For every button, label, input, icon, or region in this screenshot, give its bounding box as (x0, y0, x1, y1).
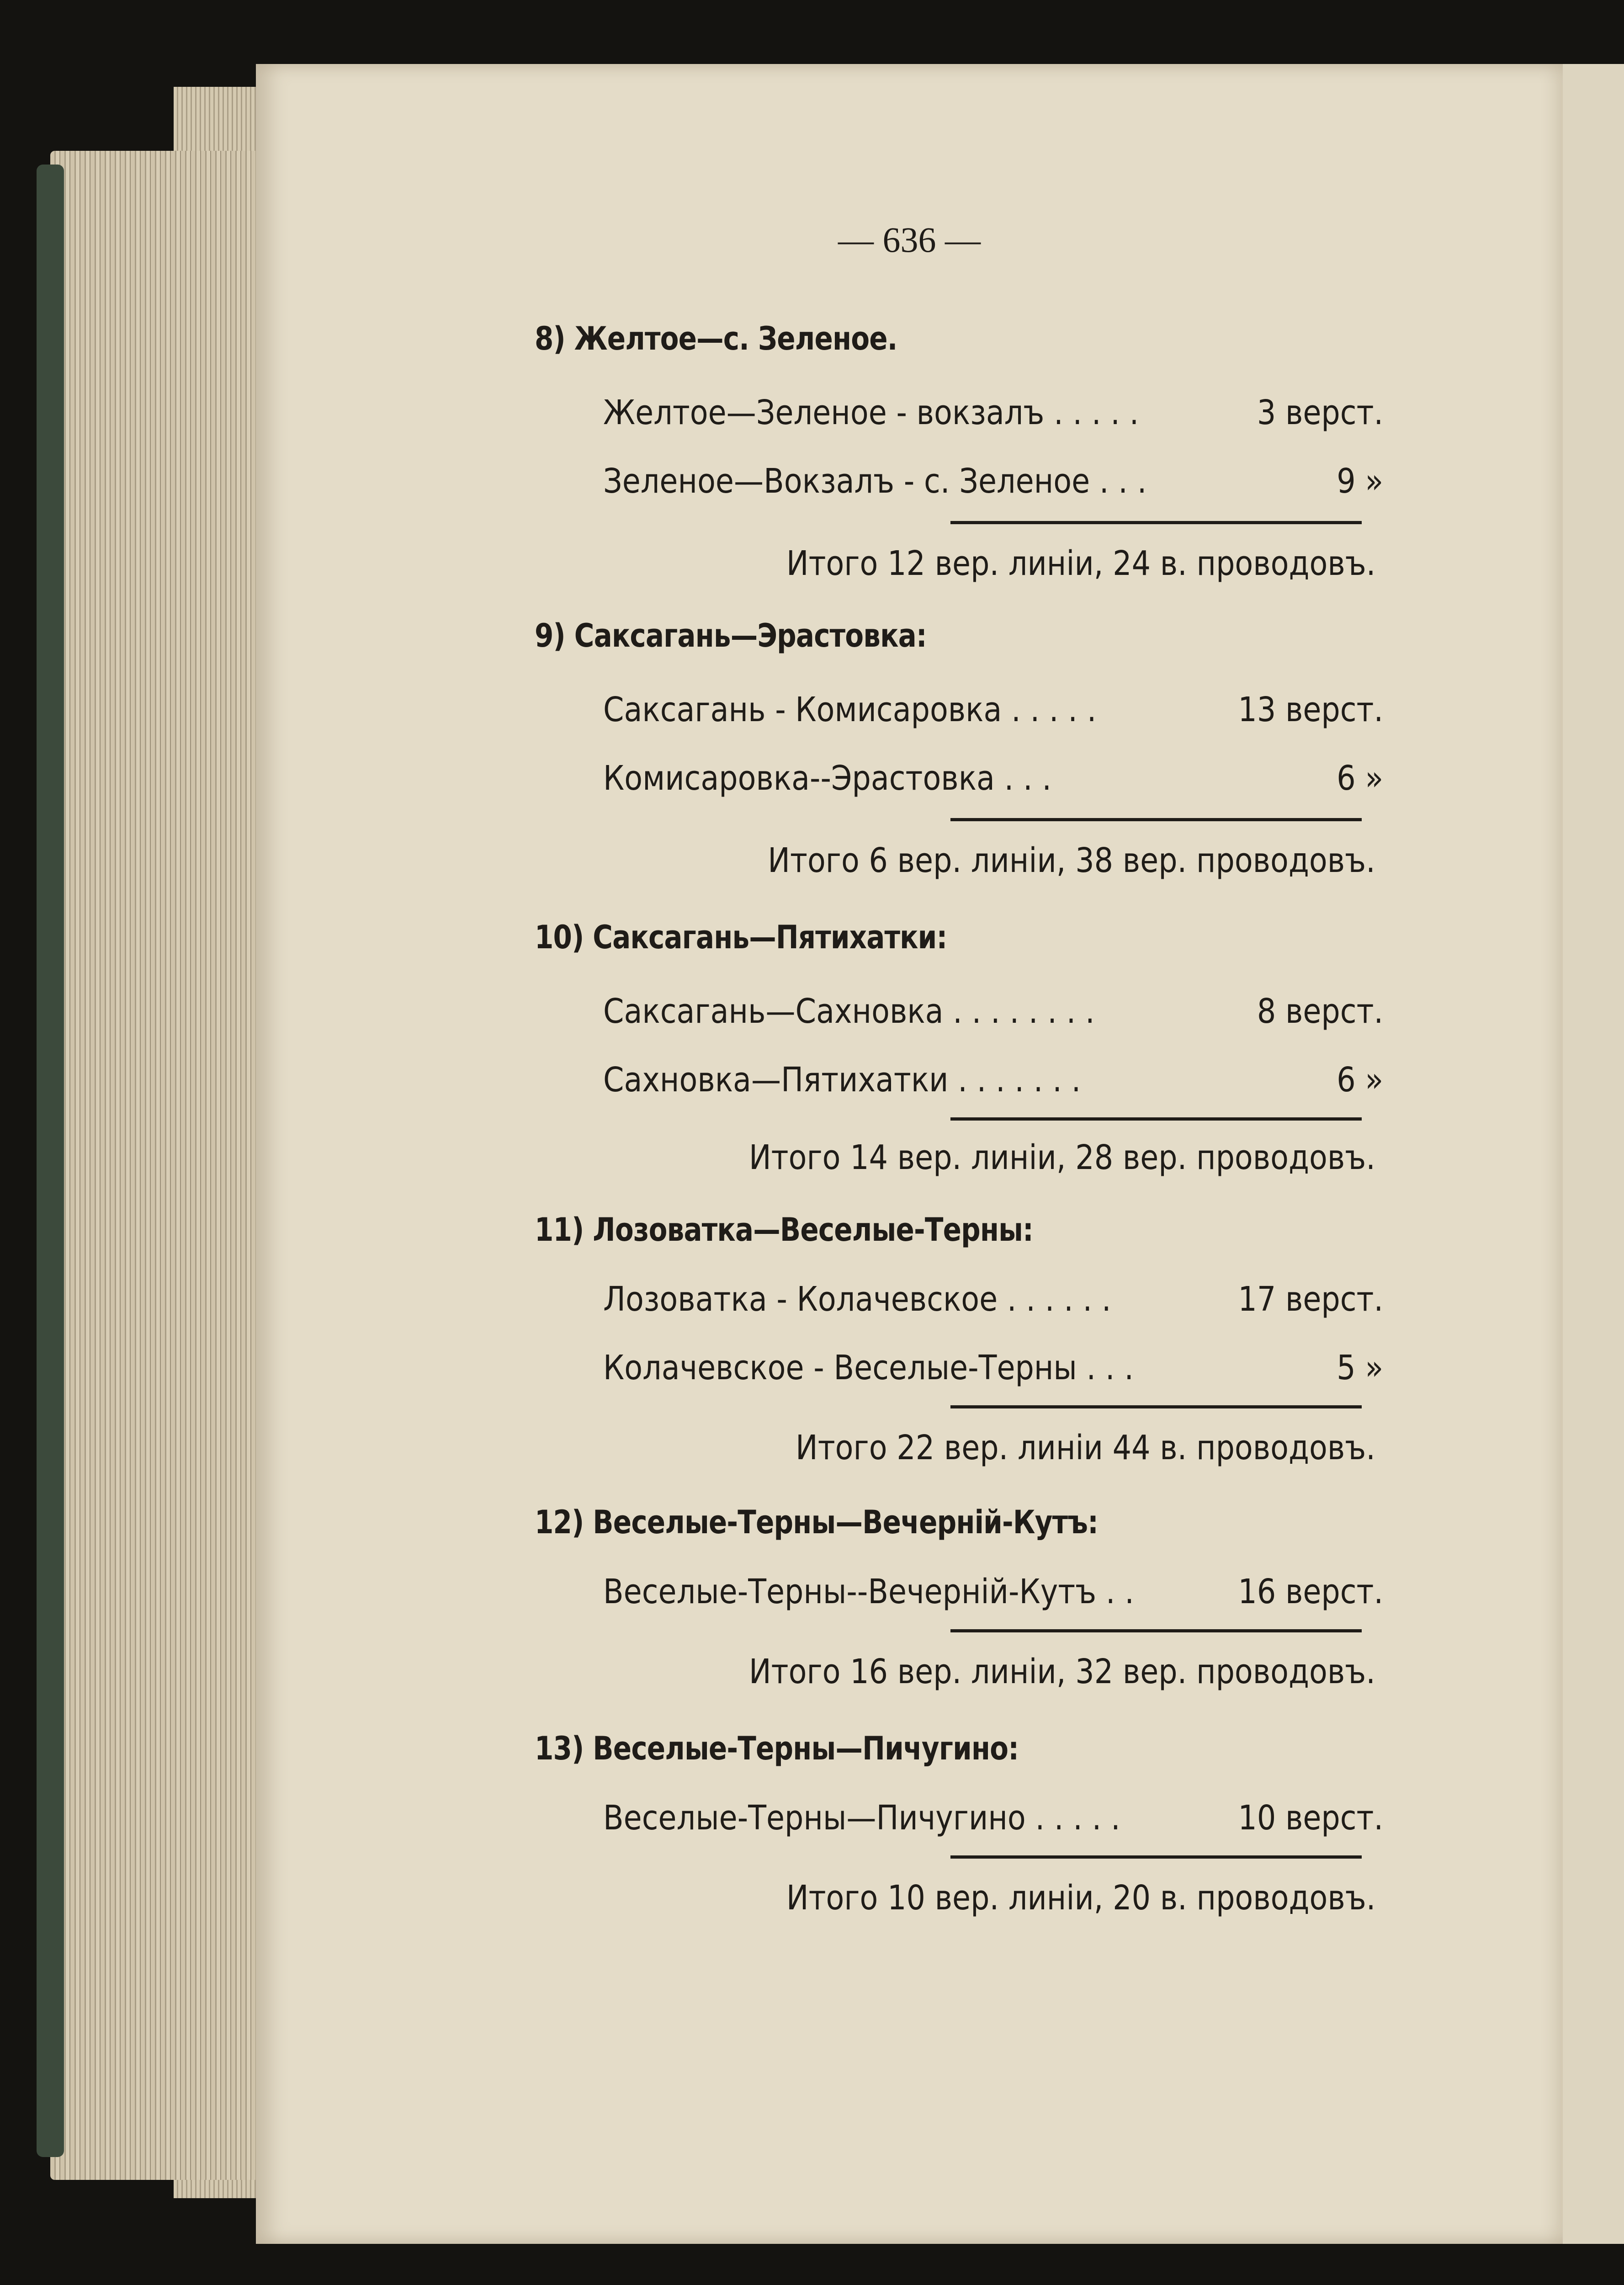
entry-name: Саксагань - Комисаровка . . . . . (603, 690, 1097, 729)
entry-value: 13 верст. (1238, 690, 1384, 729)
entry-name: Зеленое—Вокзалъ - с. Зеленое . . . (603, 462, 1147, 501)
section-total: Итого 16 вер. линіи, 32 вер. проводовъ. (749, 1652, 1375, 1691)
entry-value: 6 » (1337, 759, 1384, 798)
section-heading: 12) Веселые-Терны—Вечерній-Кутъ: (535, 1504, 1099, 1541)
page-number: — 636 — (838, 220, 981, 260)
entry-value: 5 » (1337, 1348, 1384, 1387)
section-heading: 8) Желтое—с. Зеленое. (535, 320, 897, 357)
section-total: Итого 10 вер. линіи, 20 в. проводовъ. (786, 1878, 1375, 1918)
section-heading: 11) Лозоватка—Веселые-Терны: (535, 1211, 1033, 1249)
total-rule (950, 1405, 1362, 1408)
section-heading: 10) Саксагань—Пятихатки: (535, 919, 947, 956)
section-total: Итого 14 вер. линіи, 28 вер. проводовъ. (749, 1138, 1375, 1177)
entry-value: 9 » (1337, 462, 1384, 501)
total-rule (950, 1117, 1362, 1121)
total-rule (950, 521, 1362, 524)
section-total: Итого 6 вер. линіи, 38 вер. проводовъ. (768, 841, 1375, 880)
entry-value: 16 верст. (1238, 1572, 1384, 1611)
total-rule (950, 1629, 1362, 1632)
entry-name: Саксагань—Сахновка . . . . . . . . (603, 992, 1095, 1031)
entry-name: Колачевское - Веселые-Терны . . . (603, 1348, 1134, 1387)
section-heading: 13) Веселые-Терны—Пичугино: (535, 1730, 1019, 1767)
section-total: Итого 22 вер. линіи 44 в. проводовъ. (796, 1428, 1375, 1467)
entry-value: 6 » (1337, 1060, 1384, 1100)
entry-name: Желтое—Зеленое - вокзалъ . . . . . (603, 393, 1139, 432)
entry-name: Сахновка—Пятихатки . . . . . . . (603, 1060, 1081, 1100)
total-rule (950, 1855, 1362, 1859)
section-total: Итого 12 вер. линіи, 24 в. проводовъ. (786, 544, 1375, 583)
entry-name: Веселые-Терны—Пичугино . . . . . (603, 1798, 1120, 1838)
entry-value: 17 верст. (1238, 1280, 1384, 1319)
entry-name: Лозоватка - Колачевское . . . . . . (603, 1280, 1111, 1319)
total-rule (950, 818, 1362, 821)
page-text (256, 64, 1563, 2244)
entry-name: Веселые-Терны--Вечерній-Кутъ . . (603, 1572, 1134, 1611)
entry-value: 8 верст. (1257, 992, 1384, 1031)
entry-value: 10 верст. (1238, 1798, 1384, 1838)
book-page (256, 64, 1563, 2244)
facing-page-edge (1554, 64, 1624, 2244)
entry-value: 3 верст. (1257, 393, 1384, 432)
entry-name: Комисаровка--Эрастовка . . . (603, 759, 1052, 798)
section-heading: 9) Саксагань—Эрастовка: (535, 617, 927, 654)
